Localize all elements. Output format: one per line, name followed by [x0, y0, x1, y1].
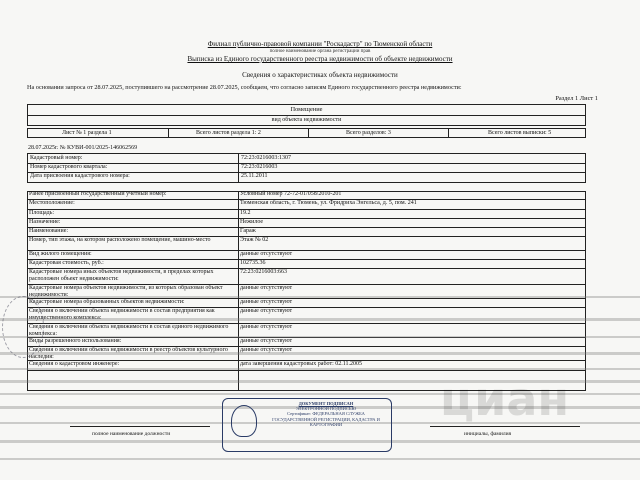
assignment-date: 25.11.2011 — [241, 173, 268, 179]
field-label: Сведения о включении объекта недвижимости в реестр объектов культурного наследия: — [29, 347, 228, 360]
field-label: Ранее присвоенный государственный учетный номер: — [29, 191, 167, 197]
field-label: Сведения о кадастровом инженере: — [29, 361, 120, 367]
field-value: данные отсутствуют — [240, 338, 293, 344]
field-value: данные отсутствуют — [240, 285, 293, 291]
top-fields-table — [27, 153, 586, 183]
field-row — [27, 269, 586, 285]
document-number: 28.07.2025г. № КУВИ-001/2025-146062569 — [28, 145, 138, 151]
field-value: Нежилое — [240, 219, 264, 225]
watermark: циан — [440, 372, 570, 426]
total-sections: Всего разделов: 3 — [346, 130, 391, 136]
field-row — [27, 191, 586, 200]
field-label: Кадастровые номера иных объектов недвижимости, в пределах которых расположен объект недвижимости: — [29, 269, 214, 283]
field-row — [27, 210, 586, 219]
field-label: Кадастровые номера образованных объектов недвижимости: — [29, 299, 185, 305]
subtitle: Сведения о характеристиках объекта недвижимости — [242, 71, 398, 79]
electronic-signature-stamp — [222, 398, 392, 452]
field-value: Этаж № 02 — [240, 237, 269, 243]
cadastral-quarter: 72:23:0216003 — [241, 164, 278, 170]
emblem-icon — [231, 405, 257, 437]
sheet-number: Лист № 1 раздела 1 — [62, 130, 112, 136]
field-value: 102735.36 — [240, 260, 266, 266]
field-row — [27, 228, 586, 237]
field-label: Кадастровые номера объектов недвижимости, из которых образован объект недвижимости: — [29, 285, 223, 298]
field-row — [27, 299, 586, 308]
total-sheets-section: Всего листов раздела 1: 2 — [196, 130, 261, 136]
field-value: данные отсутствуют — [240, 251, 293, 257]
field-value: дата завершения кадастровых работ: 02.11.2005 — [240, 361, 363, 367]
field-value: Тюменская область, г. Тюмень, ул. Фридриха Энгельса, д. 5, пом. 241 — [240, 200, 417, 206]
position-label: полное наименование должности — [92, 431, 171, 437]
object-kind-box — [27, 104, 586, 126]
extract-title: Выписка из Единого государственного реестра недвижимости об объекте недвижимости — [187, 55, 453, 63]
field-label: Виды разрешенного использования: — [29, 338, 122, 344]
field-value: данные отсутствуют — [240, 299, 293, 305]
basis-text: На основании запроса от 28.07.2025, поступившего на рассмотрение 28.07.2025, сообщаем, что согласно записям Единого государственного реестра недвижимости: — [27, 84, 462, 91]
field-label: Номер, тип этажа, на котором расположено помещение, машино-место — [29, 237, 211, 243]
field-value: 72:23:0216003:663 — [240, 269, 288, 275]
seal-stamp — [2, 296, 44, 358]
field-label: Назначение: — [29, 219, 61, 225]
field-label: Местоположение: — [29, 200, 75, 206]
field-label: Вид жилого помещения: — [29, 251, 92, 257]
name-label: инициалы, фамилия — [464, 431, 512, 437]
stamp-title: ДОКУМЕНТ ПОДПИСАН — [298, 401, 354, 406]
field-value: данные отсутствуют — [240, 308, 293, 314]
field-label: Площадь: — [29, 210, 55, 216]
field-label: Сведения о включении объекта недвижимости в состав единого недвижимого комплекса: — [29, 324, 229, 337]
field-label: Номер кадастрового квартала: — [30, 164, 108, 170]
stamp-subtitle: ЭЛЕКТРОННОЙ ПОДПИСЬЮ — [295, 406, 357, 412]
field-label: Дата присвоения кадастрового номера: — [30, 173, 130, 179]
section-sheet: Раздел 1 Лист 1 — [555, 95, 598, 102]
field-label: Кадастровый номер: — [30, 155, 83, 161]
field-label: Наименование: — [29, 228, 69, 234]
field-row — [27, 251, 586, 260]
cadastral-number: 72:23:0216003:1307 — [241, 155, 292, 161]
field-value: Условный номер 72-72-01/058/2010-201 — [240, 191, 342, 197]
object-kind: Помещение — [290, 106, 323, 113]
field-label: Сведения о включении объекта недвижимости в состав предприятия как имущественного комплекса: — [29, 308, 215, 322]
object-kind-note: вид объекта недвижимости — [271, 117, 342, 123]
field-value: Гараж — [240, 228, 256, 234]
total-sheets: Всего листов выписки: 5 — [488, 130, 552, 136]
field-row — [27, 200, 586, 210]
org-name: Филиал публично-правовой компании "Роскадастр" по Тюменской области — [207, 40, 433, 48]
field-row — [27, 308, 586, 324]
field-value: данные отсутствуют — [240, 347, 293, 353]
field-label: Кадастровая стоимость, руб.: — [29, 260, 104, 266]
field-value: 19.2 — [240, 210, 251, 216]
field-value: данные отсутствуют — [240, 324, 293, 330]
field-row — [27, 219, 586, 228]
field-row — [27, 260, 586, 269]
sheet-info-row — [27, 128, 586, 138]
field-row — [27, 338, 586, 347]
field-row — [27, 237, 586, 251]
stamp-text: Сертификат: ФЕДЕРАЛЬНАЯ СЛУЖБА ГОСУДАРСТВЕННОЙ РЕГИСТРАЦИИ, КАДАСТРА И КАРТОГРАФИИ — [272, 411, 380, 427]
org-note: полное наименование органа регистрации прав — [269, 49, 371, 54]
